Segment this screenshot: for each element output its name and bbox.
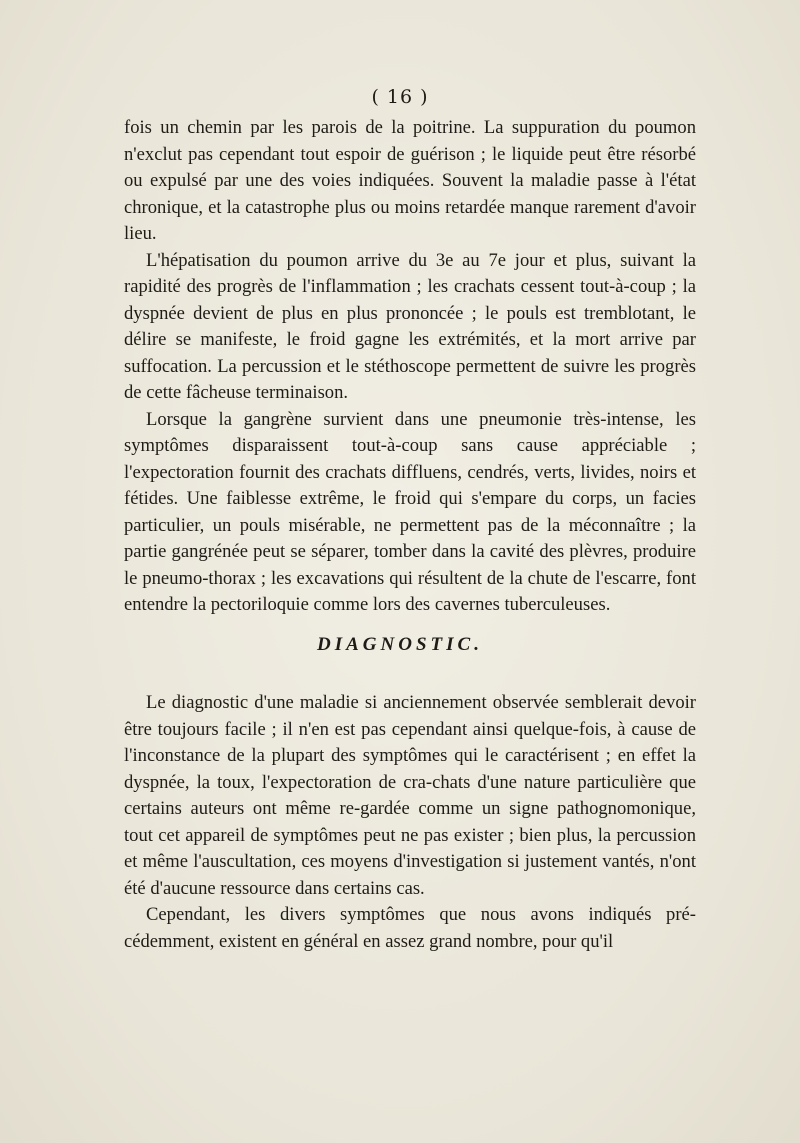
paragraph-hepatisation: L'hépatisation du poumon arrive du 3e au 7e jour et plus, suivant la rapidité des progrès de l'inflammation ; les crachats cessent tout-à-coup ; la dyspnée devient de plus en plus prononcée ; le pouls est tremblotant, le délire se manifeste, le froid gagne les extrémités, et la mort arrive par suffocation. La percussion et le stéthoscope permettent de suivre les progrès de cette fâcheuse terminaison. <box>124 249 696 403</box>
body-text-after-heading <box>124 690 696 955</box>
page-number: ( 16 ) <box>371 86 429 108</box>
section-heading: DIAGNOSTIC. <box>317 634 483 655</box>
paragraph-continuation: fois un chemin par les parois de la poitrine. La suppuration du poumon n'exclut pas cependant tout espoir de guérison ; le liquide peut être résorbé ou expulsé par une des voies indiquées. Souvent la maladie passe à l'état chronique, et la catastrophe plus ou moins retardée manque rarement d'avoir lieu. <box>124 117 696 244</box>
paragraph-cependant: Cependant, les divers symptômes que nous avons indiqués pré-cédemment, existent en général en assez grand nombre, pour qu'il <box>124 904 696 952</box>
body-text-before-heading <box>124 115 696 619</box>
paragraph-diagnostic: Le diagnostic d'une maladie si anciennement observée semblerait devoir être toujours facile ; il n'en est pas cependant ainsi quelque-fois, à cause de l'inconstance de la plupart des symptômes qui le caractérisent ; en effet la dyspnée, la toux, l'expectoration de cra-chats d'une nature particulière que certains auteurs ont même re-gardée comme un signe pathognomonique, tout cet appareil de symptômes peut ne pas exister ; bien plus, la percussion et même l'auscultation, ces moyens d'investigation si justement vantés, n'ont été d'aucune ressource dans certains cas. <box>124 692 696 899</box>
paragraph-gangrene: Lorsque la gangrène survient dans une pneumonie très-intense, les symptômes disparaissent tout-à-coup sans cause appréciable ; l'expectoration fournit des crachats diffluens, cendrés, verts, livides, noirs et fétides. Une faiblesse extrême, le froid qui s'empare du corps, un facies particulier, un pouls misérable, ne permettent pas de la méconnaître ; la partie gangrénée peut se séparer, tomber dans la cavité des plèvres, produire le pneumo-thorax ; les excavations qui résultent de la chute de l'escarre, font entendre la pectoriloquie comme lors des cavernes tuberculeuses. <box>124 408 696 615</box>
